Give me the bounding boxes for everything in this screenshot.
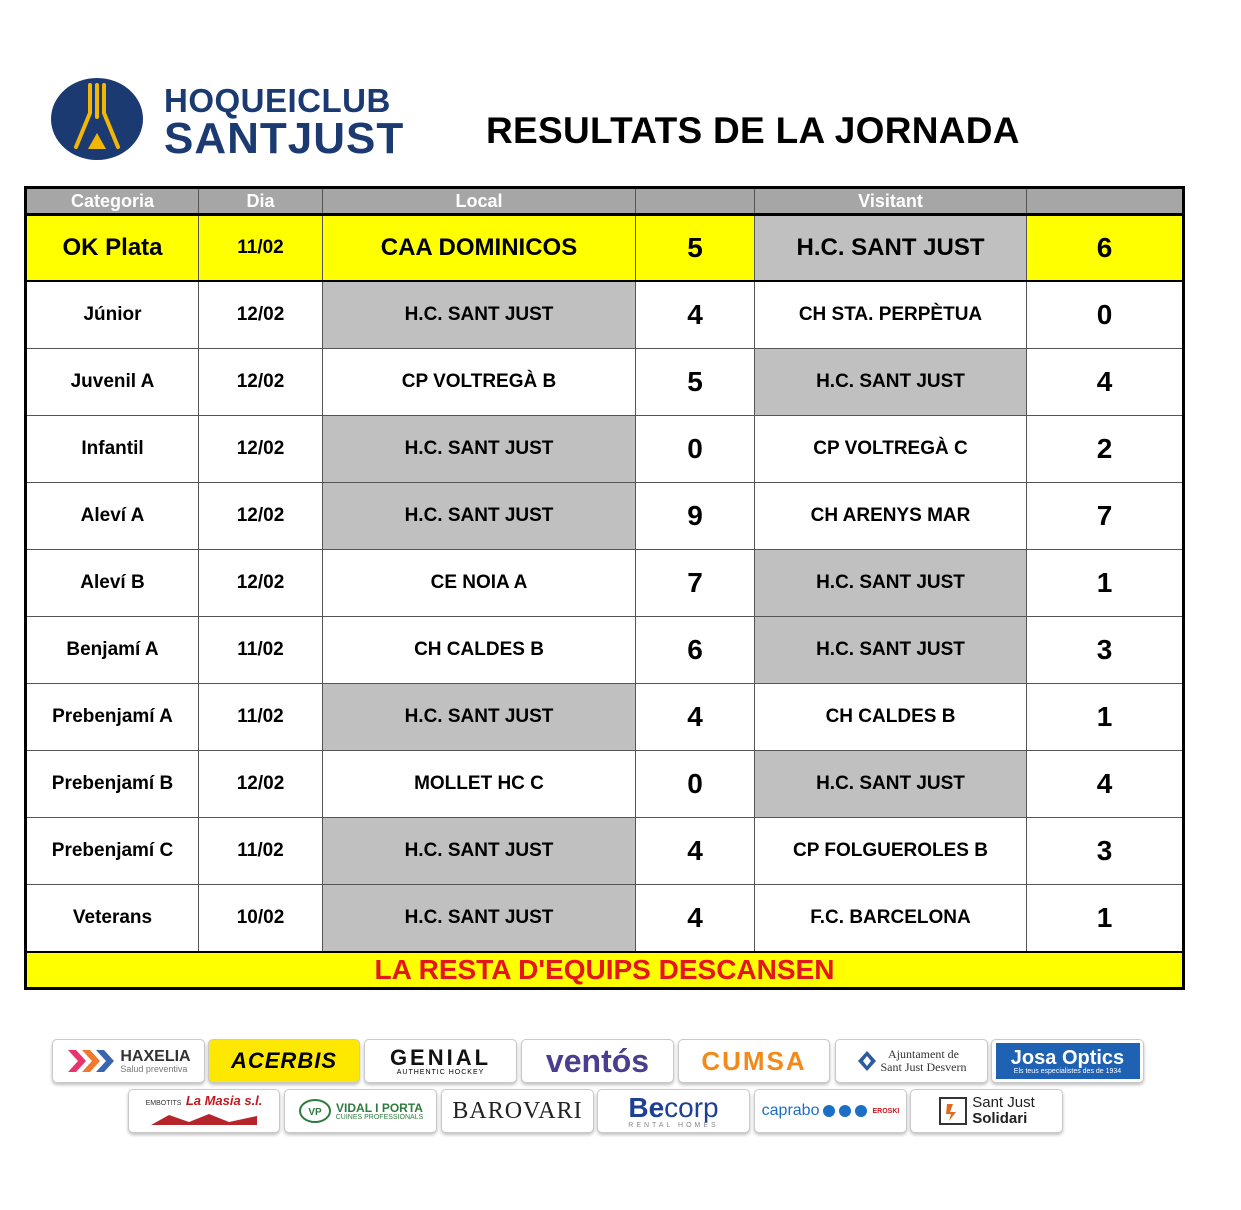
column-header-visitor: Visitant [755, 188, 1027, 215]
visitor-team-cell: F.C. BARCELONA [755, 885, 1027, 953]
rest-note-row [26, 952, 1184, 989]
category-cell: Prebenjamí A [26, 684, 199, 751]
local-team-cell: CP VOLTREGÀ B [323, 349, 636, 416]
visitor-score-cell: 6 [1027, 215, 1184, 282]
visitor-team-cell: H.C. SANT JUST [755, 349, 1027, 416]
sponsor-ventos [521, 1039, 674, 1083]
sponsor-acerbis [208, 1039, 360, 1083]
vidal-tagline: CUINES PROFESSIONALS [335, 1113, 424, 1121]
svg-text:VP: VP [308, 1107, 322, 1118]
ajuntament-line-1: Ajuntament de [888, 1046, 959, 1061]
sponsor-sant-just-solidari [910, 1089, 1063, 1133]
caprabo-dots-icon [822, 1104, 870, 1118]
visitor-score-cell: 4 [1027, 349, 1184, 416]
genial-tagline: AUTHENTIC HOCKEY [396, 1068, 485, 1076]
local-score-cell: 4 [636, 818, 755, 885]
page-title: RESULTATS DE LA JORNADA [486, 110, 1020, 151]
sponsor-becorp [597, 1089, 750, 1133]
match-row [26, 281, 1184, 349]
visitor-team-cell: H.C. SANT JUST [755, 215, 1027, 282]
local-score-cell: 0 [636, 416, 755, 483]
caprabo-partner: EROSKI [872, 1107, 900, 1115]
date-cell: 10/02 [199, 885, 323, 953]
date-cell: 12/02 [199, 550, 323, 617]
rest-note: LA RESTA D'EQUIPS DESCANSEN [26, 952, 1184, 989]
solidari-logo-icon [938, 1096, 968, 1126]
sponsor-barovari [441, 1089, 594, 1133]
sponsor-genial [364, 1039, 517, 1083]
lamasia-farmhouse-icon [149, 1110, 259, 1126]
table-header-row [26, 188, 1184, 215]
match-row [26, 751, 1184, 818]
becorp-name-rest: corp [664, 1091, 719, 1123]
local-score-cell: 4 [636, 281, 755, 349]
logo-line-2: SANTJUST [164, 114, 405, 163]
match-row [26, 416, 1184, 483]
date-cell: 12/02 [199, 281, 323, 349]
haxelia-tagline: Salud preventiva [120, 1063, 188, 1074]
local-team-cell: H.C. SANT JUST [323, 483, 636, 550]
category-cell: Juvenil A [26, 349, 199, 416]
local-score-cell: 5 [636, 349, 755, 416]
local-team-cell: H.C. SANT JUST [323, 818, 636, 885]
local-team-cell: CH CALDES B [323, 617, 636, 684]
cumsa-name: CUMSA [701, 1045, 807, 1076]
barovari-name: BAROVARI [452, 1097, 583, 1124]
local-score-cell: 0 [636, 751, 755, 818]
visitor-score-cell: 3 [1027, 617, 1184, 684]
match-row [26, 684, 1184, 751]
featured-match-row [26, 215, 1184, 282]
club-logo-emblem [50, 77, 144, 161]
vidal-logo-icon [298, 1098, 332, 1124]
local-score-cell: 9 [636, 483, 755, 550]
visitor-team-cell: H.C. SANT JUST [755, 617, 1027, 684]
lamasia-pre: EMBOTITS [145, 1099, 182, 1107]
sponsor-la-masia [128, 1089, 280, 1133]
local-score-cell: 5 [636, 215, 755, 282]
visitor-score-cell: 1 [1027, 684, 1184, 751]
acerbis-name: ACERBIS [230, 1048, 337, 1073]
santjust-line-2: Solidari [972, 1110, 1028, 1127]
becorp-tagline: RENTAL HOMES [628, 1121, 719, 1129]
match-row [26, 349, 1184, 416]
category-cell: Aleví A [26, 483, 199, 550]
column-header-date: Dia [199, 188, 323, 215]
visitor-team-cell: H.C. SANT JUST [755, 550, 1027, 617]
local-team-cell: CAA DOMINICOS [323, 215, 636, 282]
category-cell: Prebenjamí B [26, 751, 199, 818]
josa-tagline: Els teus especialistes des de 1934 [1013, 1067, 1122, 1075]
column-header-local: Local [323, 188, 636, 215]
local-team-cell: CE NOIA A [323, 550, 636, 617]
match-row [26, 885, 1184, 953]
sponsor-cumsa [678, 1039, 830, 1083]
local-score-cell: 4 [636, 885, 755, 953]
santjust-line-1: Sant Just [972, 1094, 1035, 1112]
sponsor-vidal-i-porta [284, 1089, 437, 1133]
visitor-score-cell: 1 [1027, 550, 1184, 617]
category-cell: OK Plata [26, 215, 199, 282]
date-cell: 12/02 [199, 483, 323, 550]
visitor-score-cell: 3 [1027, 818, 1184, 885]
local-team-cell: H.C. SANT JUST [323, 281, 636, 349]
visitor-team-cell: CH CALDES B [755, 684, 1027, 751]
match-row [26, 483, 1184, 550]
josa-name: Josa Optics [1010, 1046, 1125, 1069]
date-cell: 12/02 [199, 349, 323, 416]
category-cell: Prebenjamí C [26, 818, 199, 885]
results-table [24, 186, 1185, 990]
vidal-name: VIDAL I PORTA [336, 1100, 423, 1115]
sponsor-haxelia [52, 1039, 205, 1083]
local-score-cell: 4 [636, 684, 755, 751]
caprabo-name: caprabo [761, 1102, 820, 1119]
category-cell: Infantil [26, 416, 199, 483]
local-score-cell: 7 [636, 550, 755, 617]
date-cell: 11/02 [199, 818, 323, 885]
visitor-team-cell: CH STA. PERPÈTUA [755, 281, 1027, 349]
visitor-score-cell: 2 [1027, 416, 1184, 483]
date-cell: 12/02 [199, 416, 323, 483]
ajuntament-emblem-icon [857, 1050, 877, 1072]
match-row [26, 818, 1184, 885]
visitor-team-cell: CH ARENYS MAR [755, 483, 1027, 550]
club-logo-wordmark [164, 84, 404, 161]
column-header-local-score [636, 188, 755, 215]
local-team-cell: H.C. SANT JUST [323, 416, 636, 483]
visitor-score-cell: 1 [1027, 885, 1184, 953]
column-header-visitor-score [1027, 188, 1184, 215]
date-cell: 11/02 [199, 215, 323, 282]
haxelia-name: HAXELIA [120, 1047, 191, 1065]
category-cell: Júnior [26, 281, 199, 349]
sponsor-caprabo [754, 1089, 907, 1133]
visitor-score-cell: 7 [1027, 483, 1184, 550]
lamasia-name: La Masia s.l. [185, 1092, 263, 1108]
date-cell: 12/02 [199, 751, 323, 818]
visitor-score-cell: 0 [1027, 281, 1184, 349]
becorp-name-bold: Be [628, 1091, 665, 1123]
ajuntament-line-2: Sant Just Desvern [880, 1060, 967, 1074]
visitor-score-cell: 4 [1027, 751, 1184, 818]
visitor-team-cell: CP FOLGUEROLES B [755, 818, 1027, 885]
date-cell: 11/02 [199, 617, 323, 684]
local-team-cell: H.C. SANT JUST [323, 684, 636, 751]
date-cell: 11/02 [199, 684, 323, 751]
local-score-cell: 6 [636, 617, 755, 684]
haxelia-chevrons-icon [66, 1046, 116, 1076]
logo-line-1: HOQUEICLUB [164, 82, 391, 119]
sponsor-josa-optics [991, 1039, 1144, 1083]
match-row [26, 550, 1184, 617]
local-team-cell: MOLLET HC C [323, 751, 636, 818]
ventos-name: ventós [545, 1042, 650, 1079]
category-cell: Aleví B [26, 550, 199, 617]
visitor-team-cell: CP VOLTREGÀ C [755, 416, 1027, 483]
category-cell: Benjamí A [26, 617, 199, 684]
visitor-team-cell: H.C. SANT JUST [755, 751, 1027, 818]
sponsor-ajuntament [835, 1039, 988, 1083]
category-cell: Veterans [26, 885, 199, 953]
local-team-cell: H.C. SANT JUST [323, 885, 636, 953]
match-row [26, 617, 1184, 684]
genial-name: GENIAL [389, 1044, 492, 1070]
column-header-category: Categoria [26, 188, 199, 215]
